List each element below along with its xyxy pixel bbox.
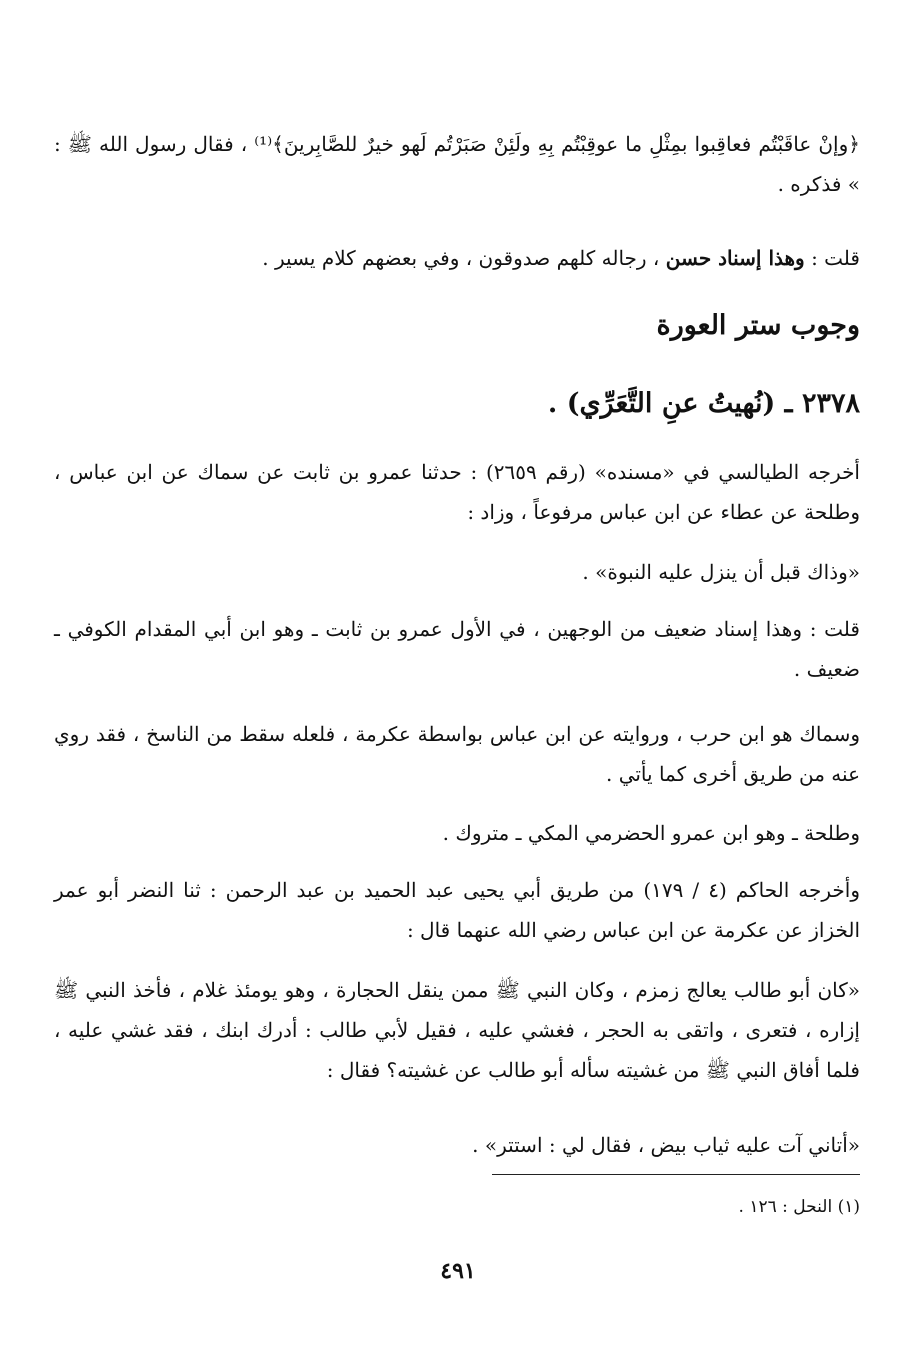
hadith-narration-text: «كان أبو طالب يعالج زمزم ، وكان النبي ﷺ ممن ينقل الحجارة ، وهو يومئذ غلام ، فأخذ النبي ﷺ إزاره ، فتعرى ، واتقى به الحجر ، فغشي عليه ، فقيل لأبي طالب : أدرك ابنك ، فقد غشي عليه ، فلما أفاق النبي ﷺ من غشيته سأله أبو طالب عن غشيته؟ فقال : [54,978,860,1082]
paragraph-addition-quote [54,552,860,592]
takhrij-hakim-text: وأخرجه الحاكم (٤ / ١٧٩) من طريق أبي يحيى عبد الحميد بن عبد الرحمن : ثنا النضر أبو عمر الخزاز عن عكرمة عن ابن عباس رضي الله عنهما قال : [54,878,860,942]
page-number: ٤٩١ [440,1258,476,1284]
hadith-title: ٢٣٧٨ ـ (نُهيتُ عنِ التَّعَرِّي) . [547,388,860,419]
hadith-ending-text: «أتاني آت عليه ثياب بيض ، فقال لي : استتر» . [472,1133,860,1157]
paragraph-hadith-text [54,970,860,1090]
isnad-lead: قلت : [804,246,860,270]
quran-quote-text: ﴿وإنْ عاقَبْتُم فعاقِبوا بمِثْلِ ما عوقِبْتُم بِهِ ولَئِنْ صَبَرْتُم لَهو خيرٌ للصَّابِرينَ﴾⁽¹⁾ ، فقال رسول الله ﷺ : » فذكره . [54,132,860,196]
isnad-daif-text: قلت : وهذا إسناد ضعيف من الوجهين ، في الأول عمرو بن ثابت ـ وهو ابن أبي المقدام الكوفي ـ ضعيف . [54,617,860,681]
paragraph-isnad-hasan [54,238,860,278]
simak-text: وسماك هو ابن حرب ، وروايته عن ابن عباس بواسطة عكرمة ، فلعله سقط من الناسخ ، فقد روي عنه من طريق أخرى كما يأتي . [54,722,860,786]
paragraph-hadith-ending [54,1125,860,1165]
footnote-divider [492,1174,860,1175]
paragraph-isnad-daif [54,609,860,689]
footnote: (١) النحل : ١٢٦ . [738,1197,860,1217]
addition-quote-text: «وذاك قبل أن ينزل عليه النبوة» . [582,560,860,584]
section-title: وجوب ستر العورة [656,310,860,341]
paragraph-takhrij-tayalisi [54,452,860,532]
talha-text: وطلحة ـ وهو ابن عمرو الحضرمي المكي ـ متروك . [442,821,860,845]
isnad-hasan-text [54,238,860,278]
isnad-rest: ، رجاله كلهم صدوقون ، وفي بعضهم كلام يسير . [262,246,666,270]
paragraph-takhrij-hakim [54,870,860,950]
takhrij-tayalisi-text: أخرجه الطيالسي في «مسنده» (رقم ٢٦٥٩) : حدثنا عمرو بن ثابت عن سماك عن ابن عباس ، وطلحة عن عطاء عن ابن عباس مرفوعاً ، وزاد : [54,460,860,524]
paragraph-talha [54,813,860,853]
isnad-bold: وهذا إسناد حسن [665,246,805,270]
paragraph-quran-quote [54,124,860,204]
paragraph-simak [54,714,860,794]
